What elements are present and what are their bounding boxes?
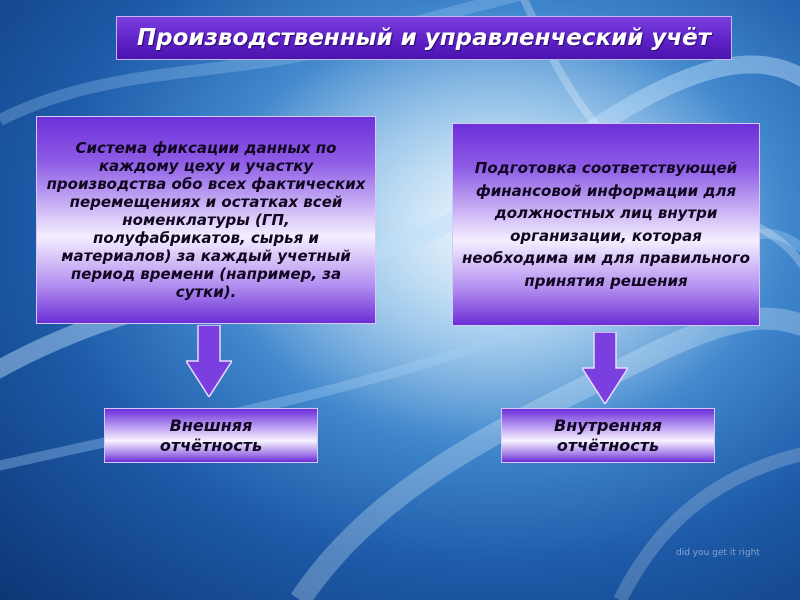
arrow-down-left — [186, 325, 232, 397]
watermark-text: did you get it right — [676, 548, 760, 558]
external-reporting-label: Внешняя отчётность — [159, 415, 263, 455]
management-accounting-text: Подготовка соответствующей финансовой информации для должностных лиц внутри организации, которая необходима им для правильного принятия решения — [462, 159, 750, 290]
slide-title: Производственный и управленческий учёт — [116, 16, 732, 60]
management-accounting-box — [452, 123, 760, 326]
external-reporting-box — [104, 408, 318, 463]
internal-reporting-box — [501, 408, 715, 463]
production-accounting-text: Система фиксации данных по каждому цеху и участку производства обо всех фактических перемещениях и остатках всей номенклатуры (ГП, полуфабрикатов, сырья и материалов) за каждый учетный период времени (например, за сутки). — [46, 139, 366, 301]
production-accounting-box — [36, 116, 376, 324]
arrow-down-right — [582, 332, 628, 404]
internal-reporting-label: Внутренняя отчётность — [554, 415, 662, 455]
